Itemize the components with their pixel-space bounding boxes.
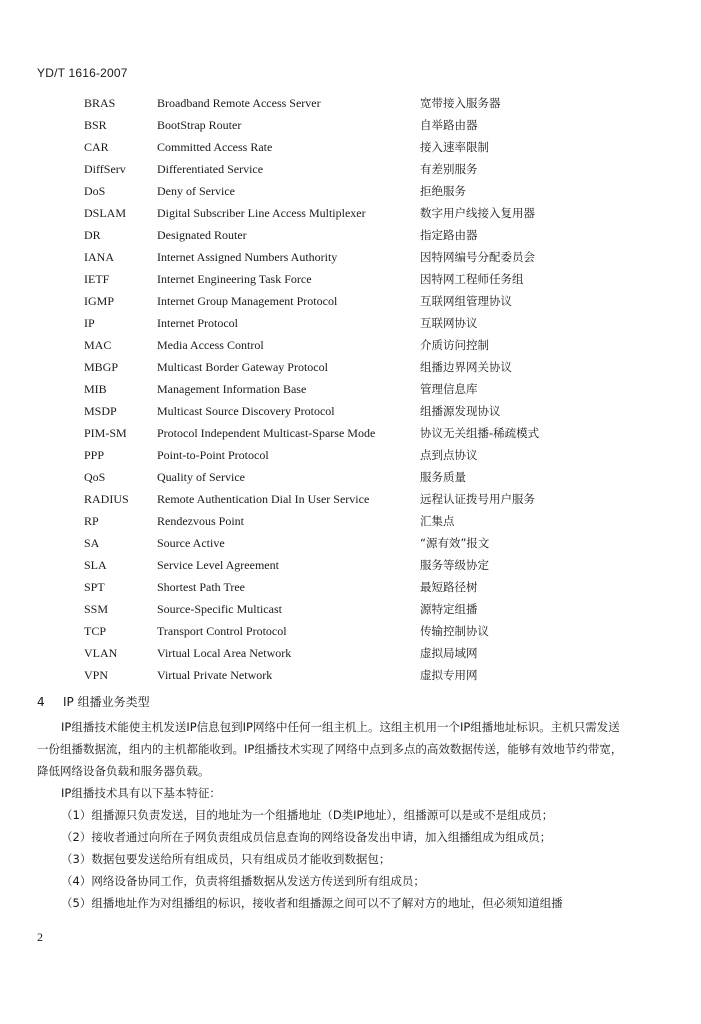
- english-term-cell: Source Active: [157, 535, 225, 550]
- english-term-cell: Management Information Base: [157, 381, 307, 396]
- abbreviation-cell: PIM-SM: [84, 425, 127, 440]
- abbreviation-cell: DoS: [84, 183, 106, 198]
- abbreviation-row: [84, 642, 644, 664]
- abbreviation-row: [84, 488, 644, 510]
- chinese-term-cell: 服务质量: [420, 470, 466, 484]
- english-term-cell: Internet Protocol: [157, 315, 238, 330]
- english-term-cell: Service Level Agreement: [157, 557, 279, 572]
- chinese-term-cell: 源特定组播: [420, 602, 478, 616]
- abbreviation-cell: IP: [84, 315, 95, 330]
- body-paragraph: IP组播技术具有以下基本特征：: [61, 786, 221, 800]
- abbreviation-row: [84, 114, 644, 136]
- abbreviation-row: [84, 246, 644, 268]
- chinese-term-cell: 指定路由器: [420, 228, 478, 242]
- chinese-term-cell: 互联网组管理协议: [420, 294, 512, 308]
- feature-list-item: （1）组播源只负责发送，目的地址为一个组播地址（D类IP地址），组播源可以是或不是组成员；: [61, 808, 554, 822]
- abbreviation-cell: IANA: [84, 249, 114, 264]
- abbreviation-cell: BSR: [84, 117, 107, 132]
- chinese-term-cell: 协议无关组播-稀疏模式: [420, 426, 540, 440]
- abbreviation-cell: IETF: [84, 271, 110, 286]
- abbreviation-row: [84, 356, 644, 378]
- english-term-cell: Digital Subscriber Line Access Multiplexer: [157, 205, 366, 220]
- english-term-cell: Internet Assigned Numbers Authority: [157, 249, 338, 264]
- abbreviation-row: [84, 576, 644, 598]
- abbreviation-row: [84, 664, 644, 686]
- english-term-cell: Multicast Source Discovery Protocol: [157, 403, 335, 418]
- english-term-cell: Internet Engineering Task Force: [157, 271, 312, 286]
- page-number: 2: [37, 930, 43, 944]
- english-term-cell: Rendezvous Point: [157, 513, 244, 528]
- chinese-term-cell: 服务等级协定: [420, 558, 489, 572]
- english-term-cell: Transport Control Protocol: [157, 623, 287, 638]
- abbreviation-row: [84, 378, 644, 400]
- english-term-cell: Media Access Control: [157, 337, 264, 352]
- abbreviation-cell: SSM: [84, 601, 109, 616]
- chinese-term-cell: 组播边界网关协议: [420, 360, 512, 374]
- chinese-term-cell: 有差别服务: [420, 162, 478, 176]
- chinese-term-cell: 拒绝服务: [420, 184, 466, 198]
- abbreviation-row: [84, 598, 644, 620]
- chinese-term-cell: 传输控制协议: [420, 624, 489, 638]
- abbreviation-cell: DiffServ: [84, 161, 126, 176]
- english-term-cell: Remote Authentication Dial In User Service: [157, 491, 370, 506]
- abbreviation-row: [84, 422, 644, 444]
- abbreviation-cell: QoS: [84, 469, 106, 484]
- feature-list-item: （4）网络设备协同工作，负责将组播数据从发送方传送到所有组成员；: [61, 874, 425, 888]
- abbreviation-row: [84, 136, 644, 158]
- abbreviation-row: [84, 334, 644, 356]
- abbreviation-row: [84, 202, 644, 224]
- english-term-cell: Source-Specific Multicast: [157, 601, 282, 616]
- section-number: 4: [37, 695, 45, 709]
- abbreviation-cell: SA: [84, 535, 100, 550]
- abbreviation-cell: VLAN: [84, 645, 118, 660]
- abbreviation-row: [84, 224, 644, 246]
- abbreviations-table-body: [84, 92, 644, 686]
- section-body: [37, 716, 629, 914]
- abbreviation-cell: SPT: [84, 579, 105, 594]
- chinese-term-cell: 宽带接入服务器: [420, 96, 501, 110]
- chinese-term-cell: 虚拟专用网: [420, 668, 478, 682]
- abbreviation-row: [84, 510, 644, 532]
- chinese-term-cell: 因特网编号分配委员会: [420, 250, 535, 264]
- english-term-cell: Point-to-Point Protocol: [157, 447, 269, 462]
- chinese-term-cell: 远程认证拨号用户服务: [420, 492, 535, 506]
- chinese-term-cell: 组播源发现协议: [420, 404, 501, 418]
- abbreviation-row: [84, 92, 644, 114]
- body-paragraph: IP组播技术能使主机发送IP信息包到IP网络中任何一组主机上。这组主机用一个IP组播地址标识。主机只需发送一份组播数据流，组内的主机都能收到。IP组播技术实现了网络中点到多点的高效数据传送，能够有效地节约带宽，降低网络设备负载和服务器负载。: [37, 720, 623, 778]
- abbreviation-row: [84, 268, 644, 290]
- abbreviation-row: [84, 158, 644, 180]
- feature-list-item: （5）组播地址作为对组播组的标识，接收者和组播源之间可以不了解对方的地址，但必须知道组播: [61, 896, 563, 910]
- chinese-term-cell: 接入速率限制: [420, 140, 489, 154]
- abbreviation-row: [84, 290, 644, 312]
- chinese-term-cell: 互联网协议: [420, 316, 478, 330]
- english-term-cell: Protocol Independent Multicast-Sparse Mode: [157, 425, 376, 440]
- abbreviation-cell: CAR: [84, 139, 109, 154]
- abbreviation-cell: VPN: [84, 667, 109, 682]
- english-term-cell: Broadband Remote Access Server: [157, 95, 321, 110]
- english-term-cell: Shortest Path Tree: [157, 579, 246, 594]
- chinese-term-cell: 介质访问控制: [420, 338, 489, 352]
- abbreviation-cell: TCP: [84, 623, 107, 638]
- abbreviation-cell: SLA: [84, 557, 107, 572]
- abbreviation-cell: RP: [84, 513, 99, 528]
- abbreviation-row: [84, 466, 644, 488]
- abbreviation-cell: DSLAM: [84, 205, 127, 220]
- chinese-term-cell: 管理信息库: [420, 382, 478, 396]
- abbreviation-row: [84, 180, 644, 202]
- english-term-cell: Committed Access Rate: [157, 139, 273, 154]
- abbreviation-row: [84, 312, 644, 334]
- english-term-cell: Designated Router: [157, 227, 247, 242]
- abbreviation-cell: MIB: [84, 381, 107, 396]
- english-term-cell: BootStrap Router: [157, 117, 242, 132]
- chinese-term-cell: 因特网工程师任务组: [420, 272, 524, 286]
- feature-list-item: （2）接收者通过向所在子网负责组成员信息查询的网络设备发出申请，加入组播组成为组成员；: [61, 830, 552, 844]
- feature-list-item: （3）数据包要发送给所有组成员，只有组成员才能收到数据包；: [61, 852, 391, 866]
- chinese-term-cell: 虚拟局域网: [420, 646, 478, 660]
- chinese-term-cell: 点到点协议: [420, 448, 478, 462]
- english-term-cell: Deny of Service: [157, 183, 235, 198]
- english-term-cell: Virtual Local Area Network: [157, 645, 292, 660]
- abbreviation-cell: IGMP: [84, 293, 115, 308]
- chinese-term-cell: 数字用户线接入复用器: [420, 206, 535, 220]
- chinese-term-cell: 自举路由器: [420, 118, 478, 132]
- abbreviation-cell: PPP: [84, 447, 105, 462]
- abbreviation-row: [84, 620, 644, 642]
- english-term-cell: Quality of Service: [157, 469, 245, 484]
- abbreviation-cell: BRAS: [84, 95, 116, 110]
- abbreviation-cell: MBGP: [84, 359, 119, 374]
- abbreviation-row: [84, 532, 644, 554]
- chinese-term-cell: 汇集点: [420, 514, 455, 528]
- standard-code-header: YD/T 1616-2007: [37, 66, 128, 80]
- section-heading: [37, 693, 150, 710]
- abbreviations-table: [84, 92, 644, 686]
- english-term-cell: Differentiated Service: [157, 161, 264, 176]
- abbreviation-row: [84, 554, 644, 576]
- english-term-cell: Virtual Private Network: [157, 667, 273, 682]
- abbreviation-cell: MSDP: [84, 403, 117, 418]
- chinese-term-cell: 最短路径树: [420, 580, 478, 594]
- abbreviation-row: [84, 444, 644, 466]
- section-title: IP 组播业务类型: [63, 695, 150, 709]
- abbreviation-row: [84, 400, 644, 422]
- abbreviation-cell: RADIUS: [84, 491, 129, 506]
- english-term-cell: Multicast Border Gateway Protocol: [157, 359, 328, 374]
- abbreviation-cell: DR: [84, 227, 101, 242]
- abbreviation-cell: MAC: [84, 337, 112, 352]
- english-term-cell: Internet Group Management Protocol: [157, 293, 338, 308]
- chinese-term-cell: “源有效”报文: [420, 536, 490, 550]
